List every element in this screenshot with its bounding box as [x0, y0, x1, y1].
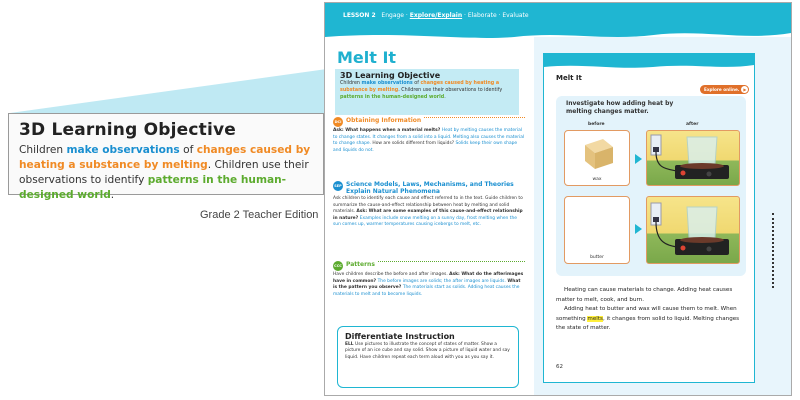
section-title: Patterns — [346, 261, 375, 268]
student-page-wave — [544, 62, 754, 70]
play-icon: ▶ — [743, 87, 747, 92]
student-page — [543, 53, 755, 383]
butter-after-image — [646, 196, 740, 264]
section-body — [333, 196, 525, 229]
objective-callout — [8, 113, 324, 201]
answer: The before images are solids; the after images are liquids. — [377, 278, 506, 284]
obj-seg-green: patterns in the human-designed world — [340, 95, 445, 100]
item-label: wax — [592, 177, 602, 182]
wax-block-icon — [581, 137, 615, 171]
step-elaborate[interactable]: Elaborate — [467, 12, 497, 19]
dci-badge-icon: DCI — [333, 117, 343, 127]
objective-box — [335, 69, 519, 115]
hotplate-beaker-icon — [647, 197, 740, 264]
explore-label: Explore online. — [704, 87, 740, 92]
ask: Ask: What are some examples of this cause-and-effect relationship in nature? — [333, 209, 523, 221]
step-explore-explain[interactable]: Explore/Explain — [409, 12, 463, 19]
callout-text — [19, 143, 313, 203]
callout-seg-green: patterns in the human-designed world — [19, 174, 287, 201]
step-engage[interactable]: Engage — [381, 12, 405, 19]
investigation-panel — [556, 96, 746, 276]
ell-label: ELL — [345, 342, 354, 347]
butter-card — [564, 196, 630, 264]
dotted-rule — [378, 261, 525, 262]
page-title: Melt It — [337, 48, 397, 67]
question: How are solids different from liquids? — [371, 141, 456, 147]
sep-badge-icon: SEP — [333, 181, 343, 191]
obj-seg-blue: make observations — [361, 81, 413, 86]
text: Ask children to identify each cause and effect referred to in the text. Guide children to summarize the cause-and-effect relationship between heat by melting and solid materials. — [333, 196, 523, 215]
text: Use pictures to illustrate the concept of states of matter. Show a picture of an ice cube and say solid. Show a picture of liquid water and say liquid. Have children repeat each term aloud with you as you say it. — [345, 342, 510, 360]
explore-online-button[interactable] — [700, 85, 749, 94]
question: What is the pattern you observe? — [333, 278, 521, 291]
objective-heading: 3D Learning Objective — [340, 71, 441, 80]
section-head — [333, 181, 525, 195]
lesson-nav — [343, 12, 529, 19]
arrow-right-icon — [635, 224, 642, 234]
separator: · — [496, 12, 503, 19]
arrow-right-icon — [635, 154, 642, 164]
page-number: 62 — [556, 364, 563, 370]
section-ccc — [333, 261, 525, 298]
lesson-label: LESSON 2 — [343, 12, 376, 19]
vertical-copyright-text — [772, 213, 777, 288]
ccc-badge-icon: CCC — [333, 261, 343, 271]
callout-seg: . Children use their observations to identify — [19, 159, 309, 186]
callout-heading: 3D Learning Objective — [19, 120, 237, 140]
investigation-prompt: Investigate how adding heat by melting changes matter. — [566, 100, 674, 115]
item-label: butter — [590, 255, 604, 260]
vocab-highlight: melts — [587, 315, 603, 322]
separator: · — [404, 12, 410, 19]
obj-seg: . Children use their observations to identify — [398, 88, 503, 93]
answer: Heat by melting causes the material to change states. It changes from a solid into a liquid. Melting also causes the material to change shape. — [333, 128, 525, 147]
step-evaluate[interactable]: Evaluate — [502, 12, 529, 19]
section-body — [333, 272, 525, 298]
book-spread — [324, 2, 792, 396]
paragraph-2b: , it changes from solid to liquid. Melting changes the state of matter. — [556, 315, 740, 331]
answer: The materials start as solids. Adding heat causes the materials to melt and to become liquids. — [333, 285, 520, 297]
wax-card — [564, 130, 630, 186]
header-wave — [325, 27, 791, 43]
answer: Solids keep their own shape and liquids do not. — [333, 141, 518, 153]
section-head — [333, 261, 525, 271]
callout-seg-blue: make observations — [66, 144, 180, 156]
student-body-text — [556, 286, 746, 334]
obj-seg: . — [444, 95, 446, 100]
callout-seg-orange: changes caused by heating a substance by melting — [19, 144, 311, 171]
section-dci — [333, 117, 525, 154]
paragraph-2a: Adding heat to butter and wax will cause them to melt. When something — [556, 306, 737, 322]
paragraph-1: Heating can cause materials to change. Adding heat causes matter to melt, cook, and burn. — [556, 287, 733, 303]
text: Have children describe the before and after images. — [333, 272, 450, 277]
differentiate-text — [345, 342, 511, 361]
after-label: after — [686, 122, 699, 127]
section-head — [333, 117, 525, 127]
student-page-title: Melt It — [556, 74, 582, 82]
section-title: Science Models, Laws, Mechanisms, and Theories Explain Natural Phenomena — [346, 181, 514, 195]
before-label: before — [588, 122, 605, 127]
obj-seg-orange: changes caused by heating a substance by melting — [340, 81, 500, 93]
objective-text — [340, 80, 514, 101]
differentiate-box — [337, 326, 519, 388]
section-title: Obtaining Information — [346, 117, 422, 124]
separator: · — [462, 12, 468, 19]
ask: Ask: What happens when a material melts? — [333, 128, 442, 133]
hotplate-beaker-icon — [647, 131, 740, 186]
wax-after-image — [646, 130, 740, 186]
answer: Examples include snow melting on a sunny day, frost melting when the sun comes up, warmer temperatures causing icebergs to melt, etc. — [333, 215, 517, 228]
callout-seg: . — [110, 189, 115, 201]
section-body — [333, 128, 525, 154]
differentiate-heading: Differentiate Instruction — [345, 332, 455, 341]
ask: Ask: What do the afterimages have in common? — [333, 272, 524, 284]
obj-seg: of — [412, 81, 421, 86]
callout-seg: Children — [19, 144, 67, 156]
section-sep — [333, 181, 525, 229]
edition-caption: Grade 2 Teacher Edition — [200, 209, 319, 221]
dotted-rule — [424, 117, 525, 118]
obj-seg: Children — [340, 81, 362, 86]
callout-seg: of — [179, 144, 197, 156]
